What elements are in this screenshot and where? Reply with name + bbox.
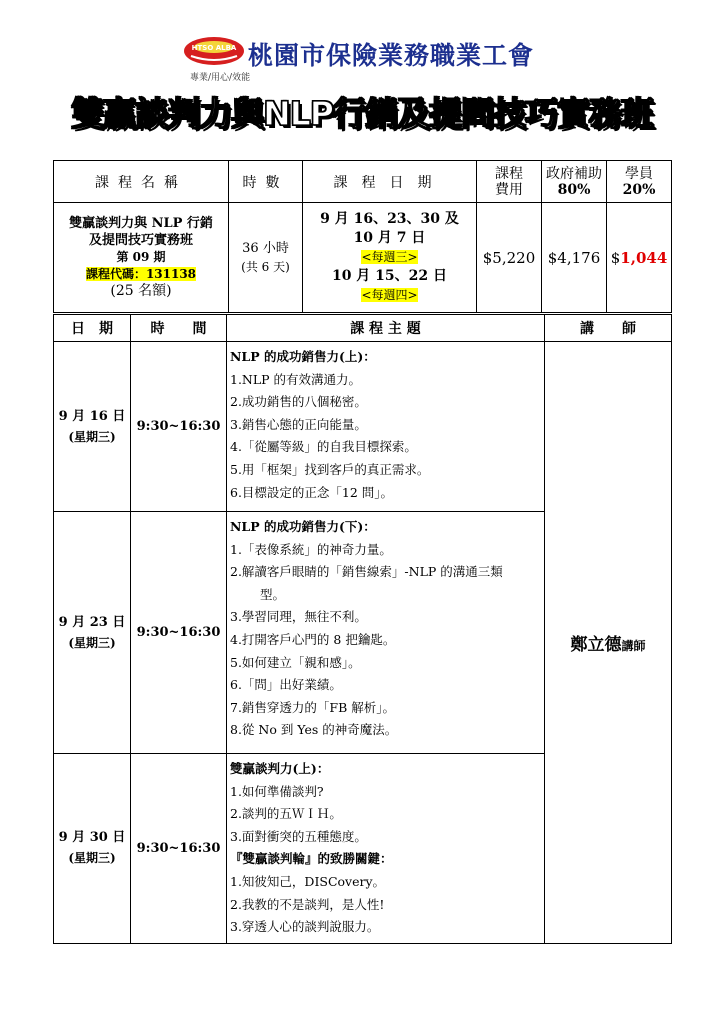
topic-subheading: 『雙贏談判輪』的致勝關鍵： — [230, 851, 393, 867]
session-weekday: (星期三) — [68, 635, 116, 650]
session-time: 9:30~16:30 — [131, 754, 227, 944]
lecturer-title: 講師 — [621, 638, 646, 653]
session-topic — [227, 754, 545, 944]
session-date-cell — [54, 342, 131, 512]
lecturer-cell — [545, 342, 672, 944]
dates-tag-thursday: <每週四> — [361, 288, 418, 302]
header-topic: 課 程 主 題 — [227, 315, 545, 342]
header-time: 時 間 — [131, 315, 227, 342]
org-name: 桃園市保險業務職業工會 — [248, 41, 535, 70]
session-topic — [227, 342, 545, 512]
topic-item: 1.NLP 的有效溝通力。 — [230, 371, 362, 387]
header-course-name: 課程名稱 — [54, 161, 229, 203]
table-row — [54, 342, 672, 512]
topic-item: 2.解讀客戶眼睛的「銷售線索」-NLP 的溝通三類 — [230, 564, 503, 580]
topic-item: 1.如何準備談判? — [230, 783, 324, 799]
schedule-table — [53, 314, 672, 944]
student-payment-amount: 1,044 — [620, 248, 668, 267]
student-payment — [607, 203, 672, 313]
topic-item: 2.成功銷售的八個秘密。 — [230, 394, 367, 410]
topic-heading: NLP 的成功銷售力(下)： — [230, 519, 376, 534]
topic-item: 4.「從屬等級」的自我目標探索。 — [230, 439, 417, 455]
header-hours: 時數 — [229, 161, 303, 203]
header-student — [607, 161, 672, 203]
header-subsidy — [542, 161, 607, 203]
session-date-cell — [54, 754, 131, 944]
course-quota: (25 名額) — [110, 283, 172, 299]
student-payment-prefix: $ — [610, 248, 621, 267]
dates-line1: 9 月 16、23、30 及 — [320, 211, 459, 227]
course-fee: $5,220 — [477, 203, 542, 313]
session-weekday: (星期三) — [68, 429, 116, 444]
topic-item: 3.銷售心態的正向能量。 — [230, 416, 367, 432]
course-code: 課程代碼：131138 — [85, 267, 197, 281]
topic-item: 3.面對衝突的五種態度。 — [230, 828, 367, 844]
dates-tag-wednesday: <每週三> — [361, 250, 418, 264]
header-subsidy-line2: 80% — [557, 181, 591, 198]
header-student-line2: 20% — [622, 181, 656, 198]
session-date: 9 月 16 日 — [58, 408, 126, 424]
topic-item: 3.學習同理，無往不利。 — [230, 609, 367, 625]
government-subsidy: $4,176 — [542, 203, 607, 313]
topic-item: 1.「表像系統」的神奇力量。 — [230, 541, 392, 557]
topic-item: 3.穿透人心的談判說服力。 — [230, 919, 380, 935]
topic-item: 6.「問」出好業績。 — [230, 677, 342, 693]
course-name-line2: 及提問技巧實務班 — [88, 233, 193, 248]
session-topic — [227, 512, 545, 754]
header-lecturer: 講 師 — [545, 315, 672, 342]
header-subsidy-line1: 政府補助 — [546, 165, 602, 182]
lecturer — [545, 630, 671, 655]
topic-item: 1.知彼知己，DISCovery。 — [230, 873, 386, 889]
dates-line2: 10 月 7 日 — [353, 230, 426, 246]
topic-item: 4.打開客戶心門的 8 把鑰匙。 — [230, 631, 396, 647]
header-fee-line1: 課程 — [495, 165, 523, 182]
session-date: 9 月 23 日 — [58, 614, 126, 630]
header-course-dates: 課程日期 — [303, 161, 477, 203]
topic-item: 8.從 No 到 Yes 的神奇魔法。 — [230, 722, 398, 738]
hours-days: (共 6 天) — [241, 259, 290, 274]
header-fee — [477, 161, 542, 203]
union-logo — [183, 36, 245, 66]
topic-item: 5.用「框架」找到客戶的真正需求。 — [230, 461, 430, 477]
logo-text: HTSO ALBA — [191, 44, 237, 52]
dates-line3: 10 月 15、22 日 — [331, 268, 448, 284]
topic-heading: NLP 的成功銷售力(上)： — [230, 349, 376, 364]
hours-cell — [229, 203, 303, 313]
lecturer-name: 鄭立德 — [570, 634, 622, 655]
session-date: 9 月 30 日 — [58, 830, 126, 846]
session-time: 9:30~16:30 — [131, 342, 227, 512]
topic-item: 6.目標設定的正念「12 問」。 — [230, 484, 394, 500]
topic-item: 2.我教的不是談判，是人性! — [230, 896, 385, 912]
topic-item: 5.如何建立「親和感」。 — [230, 654, 361, 670]
topic-heading: 雙贏談判力(上)： — [230, 761, 330, 776]
hours-total: 36 小時 — [242, 240, 289, 256]
course-info-table — [53, 160, 672, 313]
org-slogan: 專業/用心/效能 — [190, 73, 251, 83]
page-title: 雙贏談判力與NLP行銷及提問技巧實務班 — [71, 94, 653, 133]
topic-item: 2.談判的五ＷＩＨ。 — [230, 806, 342, 822]
session-weekday: (星期三) — [68, 851, 116, 866]
session-date-cell — [54, 512, 131, 754]
header-date: 日 期 — [54, 315, 131, 342]
topic-item: 7.銷售穿透力的「FB 解析」。 — [230, 699, 396, 715]
course-session: 第 09 期 — [116, 250, 166, 264]
course-name-cell — [54, 203, 229, 313]
course-dates-cell — [303, 203, 477, 313]
course-name-line1: 雙贏談判力與 NLP 行銷 — [69, 216, 213, 231]
session-time: 9:30~16:30 — [131, 512, 227, 754]
header-fee-line2: 費用 — [495, 181, 523, 198]
topic-item: 型。 — [260, 586, 286, 602]
header-student-line1: 學員 — [625, 165, 653, 182]
